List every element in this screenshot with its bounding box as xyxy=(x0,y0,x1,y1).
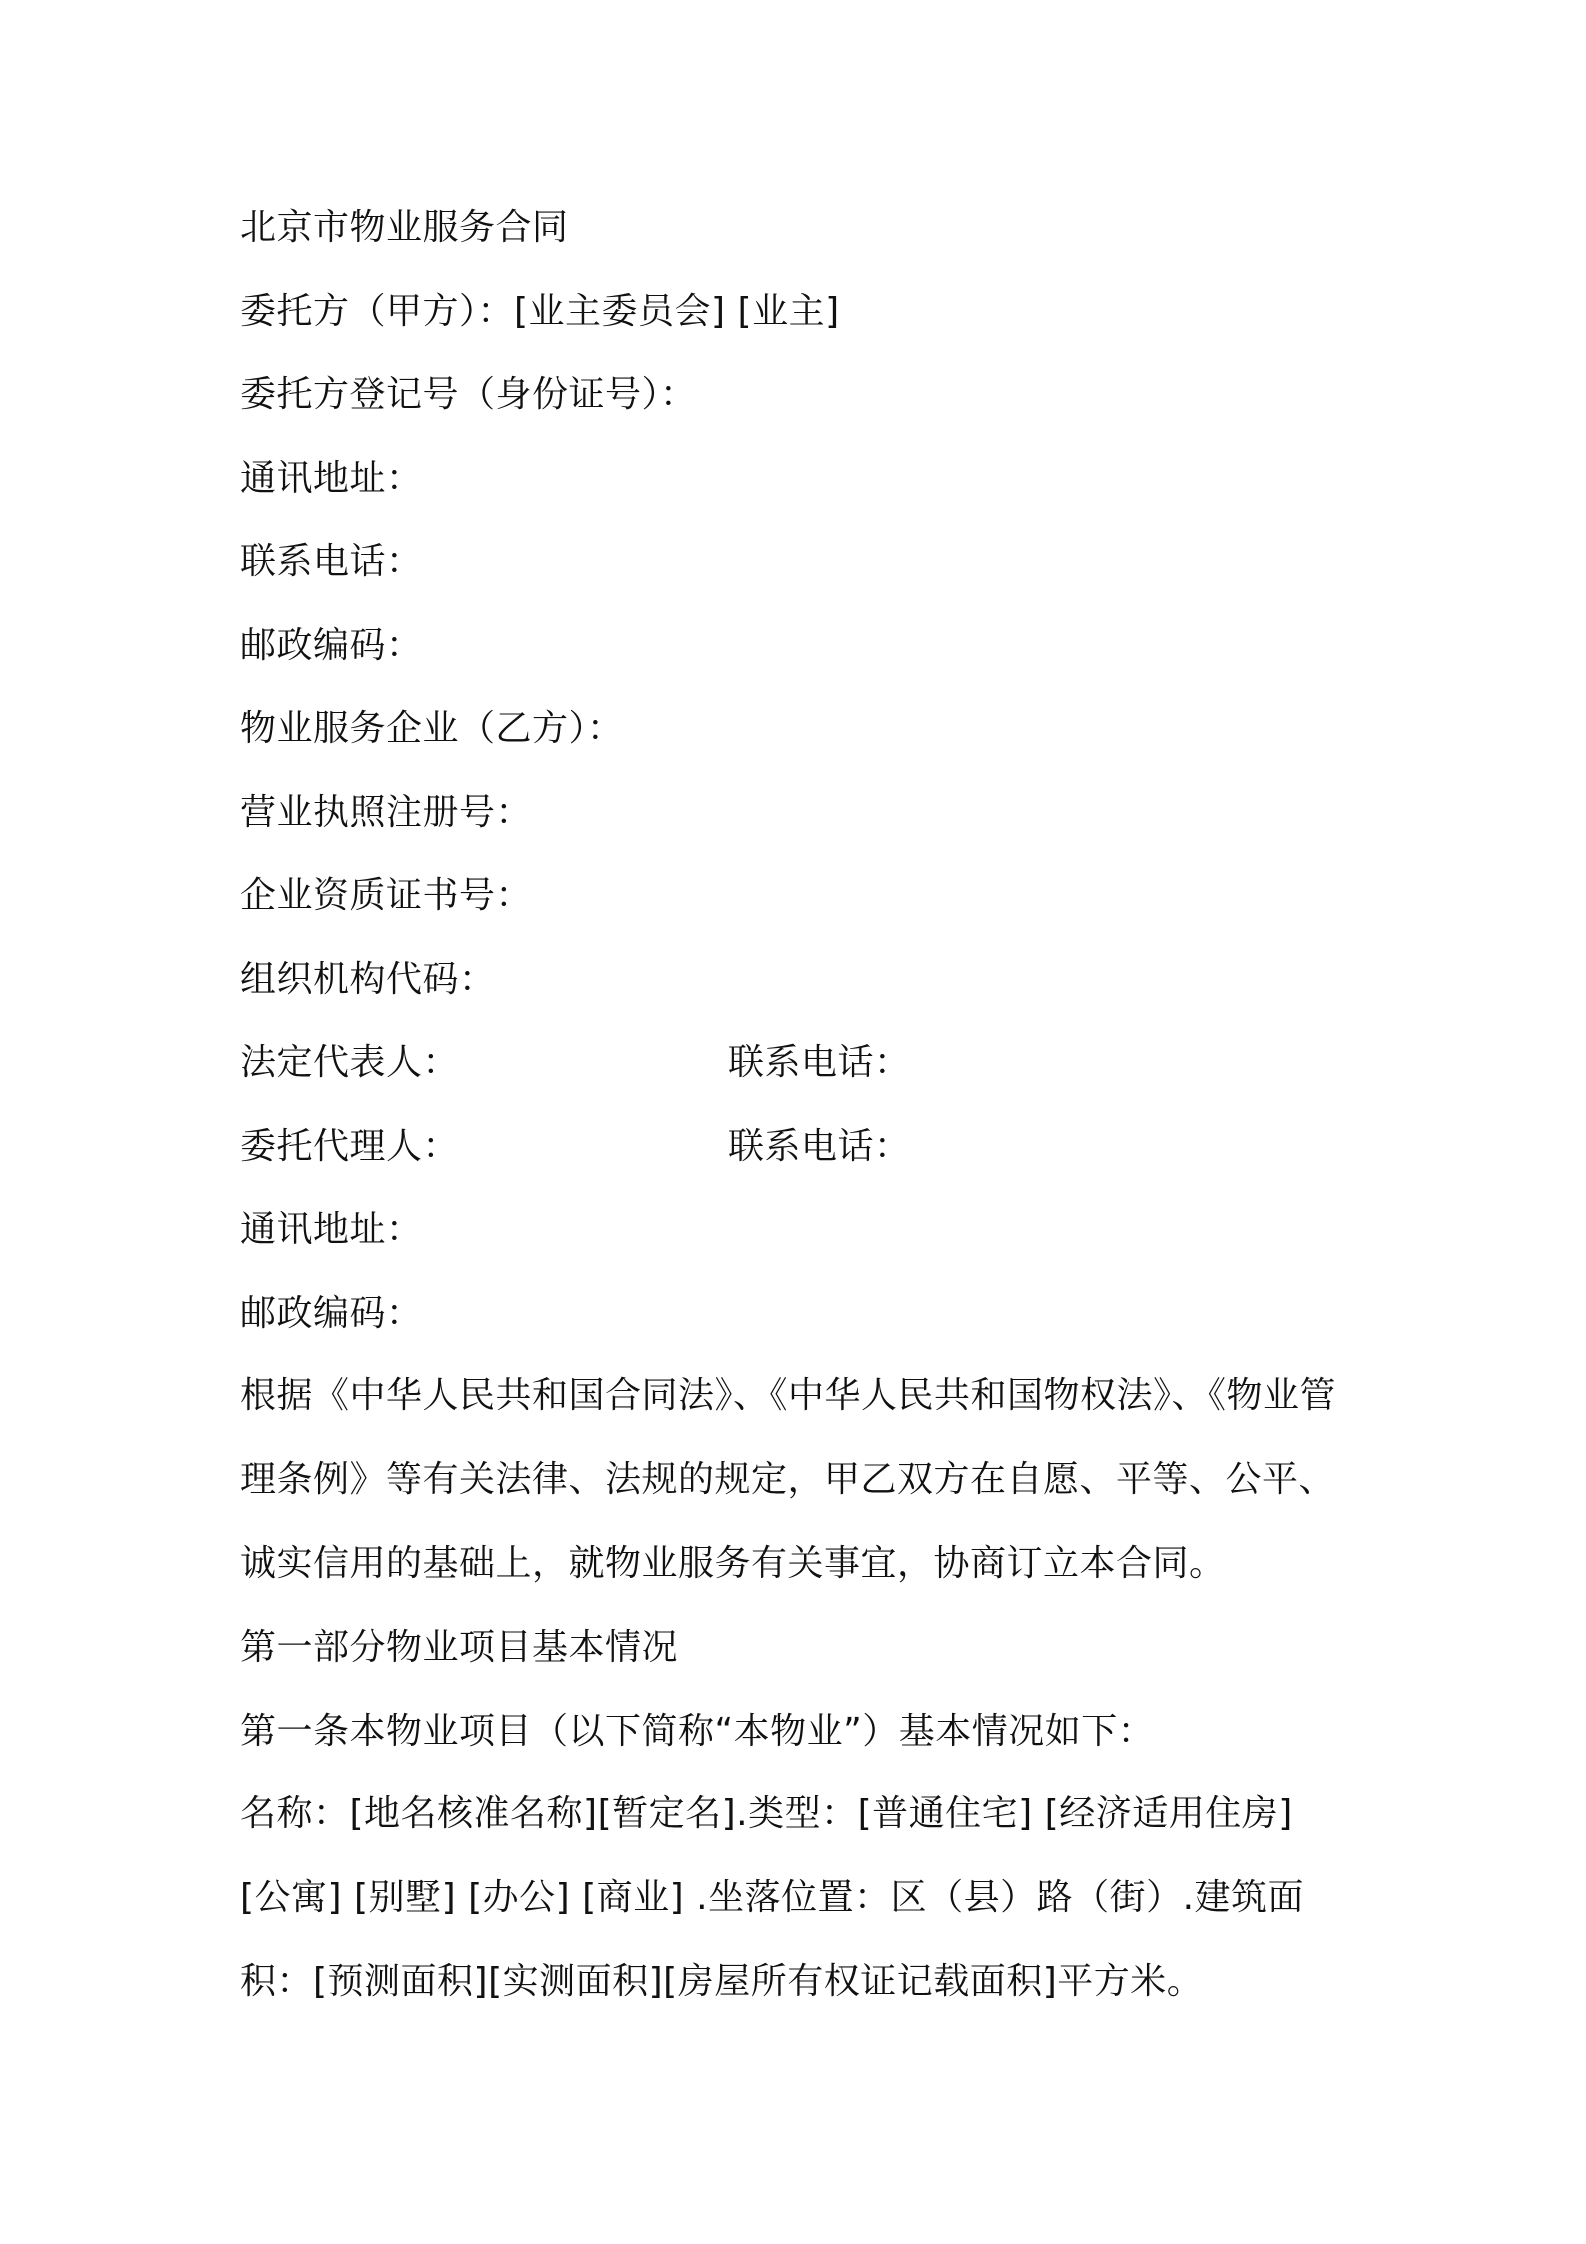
company-address-line: 通讯地址： xyxy=(240,1209,423,1250)
agent-row xyxy=(240,1125,911,1169)
principal-party-line: 委托方（甲方）：[业主委员会] [业主] xyxy=(240,291,840,332)
principal-registration-line: 委托方登记号（身份证号）： xyxy=(240,374,697,415)
company-postcode-line: 邮政编码： xyxy=(240,1293,423,1334)
principal-phone-line: 联系电话： xyxy=(240,541,423,582)
article-body: 名称：[地名核准名称][暂定名].类型：[普通住宅] [经济适用住房] [公寓] [别墅] [办公] [商业] .坐落位置：区（县）路（街）.建筑面积：[预测面积][实测面积][房屋所有权证记载面积]平方米。 xyxy=(240,1793,1305,2002)
business-license-line: 营业执照注册号： xyxy=(240,792,533,833)
document-title: 北京市物业服务合同 xyxy=(240,207,569,248)
principal-postcode-line: 邮政编码： xyxy=(240,625,423,666)
intro-paragraph: 根据《中华人民共和国合同法》、《中华人民共和国物权法》、《物业管理条例》等有关法律、法规的规定，甲乙双方在自愿、平等、公平、诚实信用的基础上，就物业服务有关事宜，协商订立本合同。 xyxy=(240,1375,1337,1584)
legal-rep-row xyxy=(240,1041,911,1085)
principal-address-line: 通讯地址： xyxy=(240,458,423,499)
org-code-line: 组织机构代码： xyxy=(240,959,496,1000)
legal-rep-label: 法定代表人： xyxy=(240,1042,460,1083)
legal-rep-phone-label: 联系电话： xyxy=(728,1042,911,1083)
article-heading: 第一条本物业项目（以下简称“本物业”）基本情况如下： xyxy=(240,1711,1155,1752)
qualification-cert-line: 企业资质证书号： xyxy=(240,875,533,916)
agent-label: 委托代理人： xyxy=(240,1126,460,1167)
agent-phone-label: 联系电话： xyxy=(728,1126,911,1167)
service-company-line: 物业服务企业（乙方）： xyxy=(240,708,624,749)
section-heading: 第一部分物业项目基本情况 xyxy=(240,1627,679,1668)
